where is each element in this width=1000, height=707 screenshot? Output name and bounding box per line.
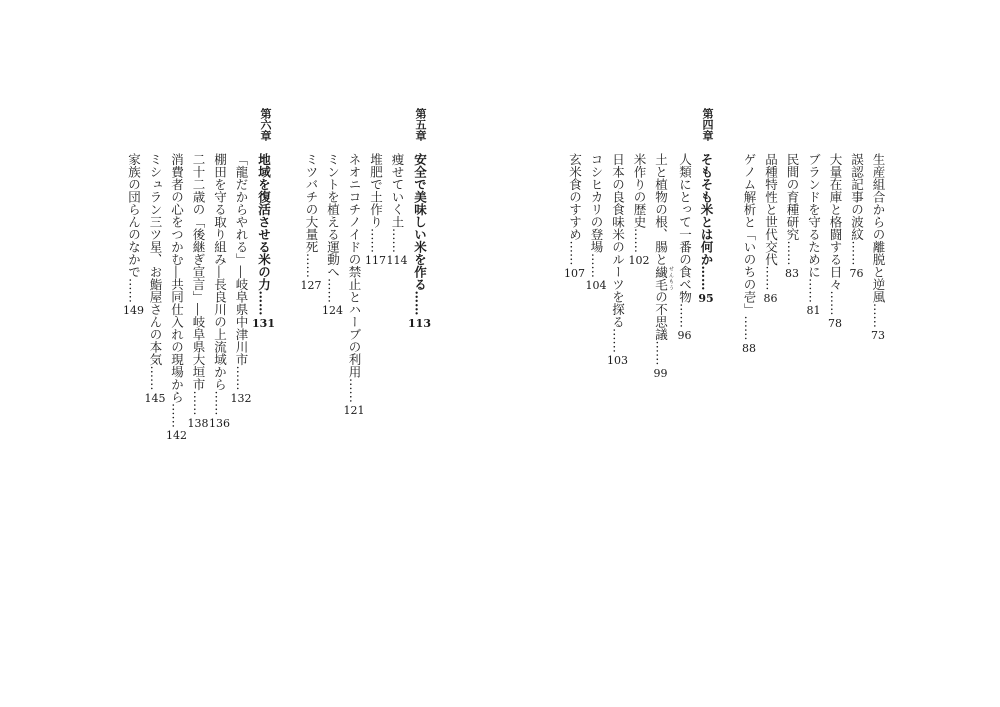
page-number: 95 [698, 291, 714, 305]
entry-title: コシヒカリの登場 [589, 153, 604, 253]
page-number: 73 [871, 329, 885, 342]
entry-title: ミシュラン三ツ星、お鮨屋さんの本気 [148, 153, 164, 366]
page-number: 131 [252, 316, 275, 330]
page-number: 121 [343, 404, 365, 417]
toc-entry [846, 153, 868, 355]
ruby-base: 繊毛 [653, 265, 669, 291]
page-number: 127 [300, 279, 322, 292]
toc-entry [166, 153, 188, 442]
entry-title: 「龍だからやれる」―岐阜県中津川市 [234, 153, 250, 366]
entry-title: 玄米食のすすめ [567, 153, 583, 241]
toc-entry [123, 153, 145, 442]
chapter-title [408, 153, 431, 417]
leader-dots: …… [677, 303, 693, 328]
page-number: 107 [564, 266, 585, 280]
leader-dots: …… [234, 365, 250, 391]
entry-title: 痩せていく土 [390, 153, 406, 228]
leader-dots: …… [412, 290, 428, 316]
page-number: 142 [166, 429, 188, 442]
toc-entry [387, 153, 409, 417]
chapter-title-text: そもそも米とは何か [699, 153, 714, 266]
leader-dots: …… [653, 340, 669, 366]
toc-group-chapter5 [301, 153, 431, 417]
entry-title: 米作りの歴史 [632, 153, 647, 228]
toc-group-chapter3-continued [739, 153, 890, 355]
toc-entry [825, 153, 847, 355]
toc-entry [803, 153, 825, 355]
page-number: 149 [123, 304, 145, 317]
ruby-reading: せんもう [668, 265, 674, 291]
entry-title: ネオニコチノイドの禁止とハーブの利用 [347, 153, 363, 378]
leader-dots: …… [390, 228, 406, 253]
entry-title: 日本の良食味米のルーツを探る [610, 153, 626, 328]
page-number: 88 [742, 341, 756, 355]
leader-dots: …… [126, 278, 142, 303]
leader-dots: …… [806, 278, 822, 303]
entry-title-part: の不思議 [653, 290, 669, 341]
leader-dots: …… [148, 365, 164, 391]
leader-dots: …… [567, 240, 583, 266]
toc-entry [868, 153, 890, 355]
toc-group-chapter4 [564, 153, 717, 380]
leader-dots: …… [763, 265, 779, 291]
page-number: 138 [187, 416, 209, 430]
leader-dots: …… [256, 290, 272, 316]
page-number: 99 [653, 366, 668, 380]
leader-dots: …… [785, 240, 800, 266]
entry-title: 家族の団らんのなかで [126, 153, 142, 278]
toc-entry [301, 153, 323, 417]
chapter-heading: 第五章 [414, 108, 427, 141]
entry-title: 人類にとって一番の食べ物 [677, 153, 693, 303]
chapter-heading: 第四章 [701, 108, 714, 141]
leader-dots: …… [212, 390, 228, 416]
chapter-title [252, 153, 275, 442]
page-number: 86 [763, 291, 778, 305]
leader-dots: …… [325, 278, 341, 303]
entry-title: 二十二歳の「後継ぎ宣言」―岐阜県大垣市 [191, 153, 207, 391]
page-number: 78 [828, 316, 842, 330]
leader-dots: …… [699, 265, 714, 291]
toc-entry [739, 153, 761, 355]
entry-title: 誤認記事の波紋 [849, 153, 865, 241]
entry-title: ミツバチの大量死 [304, 153, 320, 253]
entry-title: 民間の育種研究 [785, 153, 800, 241]
leader-dots: …… [849, 240, 865, 266]
chapter-title-text: 地域を復活させる米の力 [256, 153, 272, 291]
page-number: 132 [230, 391, 252, 405]
entry-title: 生産組合からの離脱と逆風 [871, 153, 886, 303]
page-number: 96 [677, 329, 692, 342]
page-number: 124 [322, 304, 344, 317]
leader-dots: …… [589, 253, 604, 278]
leader-dots: …… [304, 253, 320, 278]
entry-title: 消費者の心をつかむ―共同仕入れの現場から [169, 153, 185, 403]
leader-dots: …… [610, 328, 626, 353]
entry-title-part: 土と植物の根、腸と [653, 153, 669, 266]
chapter-title-text: 安全で美味しい米を作る [412, 153, 428, 291]
toc-entry [188, 153, 210, 442]
entry-title: ブランドを守るために [806, 153, 822, 278]
entry-title: 品種特性と世代交代 [763, 153, 779, 266]
page-number: 83 [785, 266, 799, 280]
toc-entry [322, 153, 344, 417]
ruby-annotation [653, 265, 674, 291]
toc-group-chapter6 [123, 153, 275, 442]
page-number: 104 [585, 279, 607, 292]
entry-title: ゲノム解析と「いのちの壱」 [742, 153, 757, 316]
entry-title: 棚田を守る取り組み―長良川の上流域から [212, 153, 228, 391]
toc-entry [782, 153, 804, 355]
toc-entry [674, 153, 696, 380]
leader-dots: …… [191, 390, 207, 416]
page-number: 145 [144, 391, 166, 405]
entry-title: 堆肥で土作り [368, 153, 384, 228]
page-number: 117 [365, 254, 387, 267]
leader-dots: …… [347, 378, 363, 403]
toc-entry [629, 153, 651, 380]
page-number: 81 [806, 304, 821, 317]
toc-entry [344, 153, 366, 417]
leader-dots: …… [368, 228, 384, 253]
toc-entry [586, 153, 608, 380]
toc-entry [231, 153, 253, 442]
leader-dots: …… [871, 303, 886, 328]
chapter-title [696, 153, 718, 380]
leader-dots: …… [828, 290, 843, 316]
toc-entry [365, 153, 387, 417]
page-number: 113 [408, 316, 431, 330]
page-number: 136 [209, 416, 231, 430]
toc-entry [145, 153, 167, 442]
page-number: 102 [628, 254, 650, 267]
toc-entry [209, 153, 231, 442]
leader-dots: …… [632, 228, 647, 253]
page-number: 103 [607, 354, 628, 367]
toc-entry [650, 153, 674, 380]
entry-title: ミントを植える運動へ [325, 153, 341, 278]
entry-title: 大量在庫と格闘する日々 [828, 153, 843, 291]
toc-entry [607, 153, 629, 380]
leader-dots: …… [169, 403, 185, 428]
chapter-heading: 第六章 [259, 108, 272, 141]
toc-entry [564, 153, 586, 380]
page-number: 114 [386, 254, 408, 267]
leader-dots: …… [742, 315, 757, 341]
toc-entry [760, 153, 782, 355]
page-number: 76 [849, 266, 864, 280]
